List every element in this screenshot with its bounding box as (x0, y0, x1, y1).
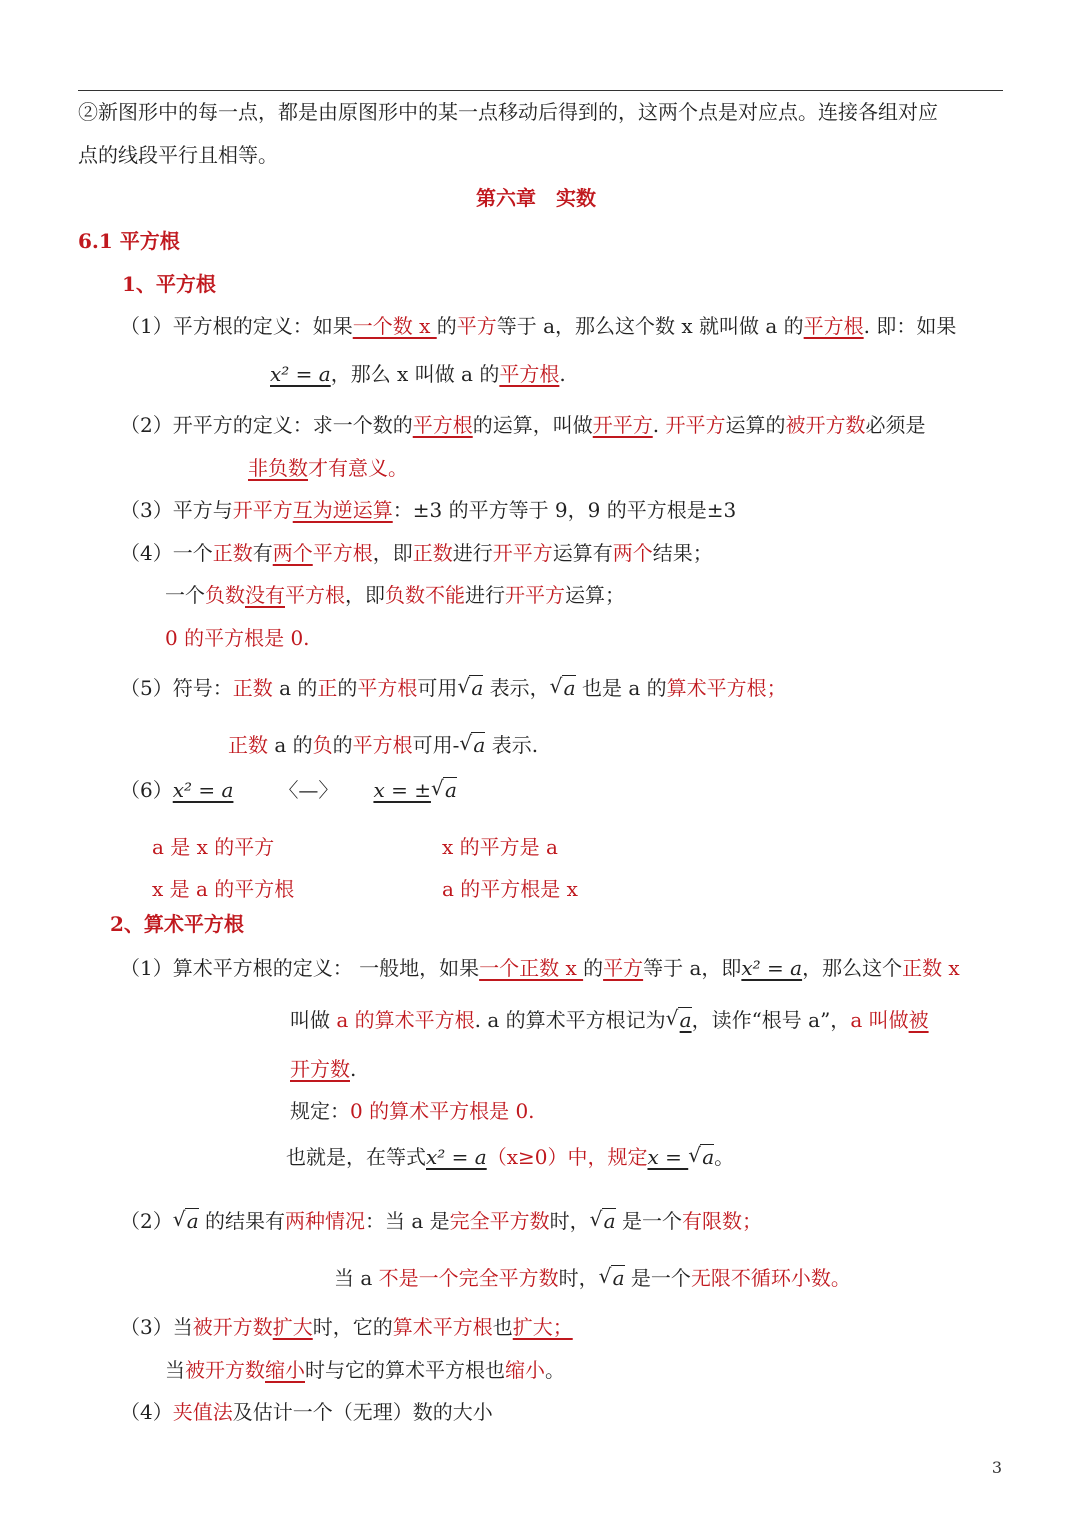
definition-line: 开方数. (290, 1057, 357, 1081)
sqrt-symbol: √ a (173, 1207, 199, 1235)
definition-line: 一个负数没有平方根，即负数不能进行开平方运算； (165, 583, 625, 607)
sqrt-symbol: √ a (688, 1143, 714, 1171)
sqrt-symbol: √ a (431, 776, 457, 804)
relation-text: a 的平方根是 x (442, 877, 578, 901)
sqrt-symbol: √ a (457, 674, 483, 702)
definition-line: （2）√ a 的结果有两种情况：当 a 是完全平方数时，√ a 是一个有限数； (120, 1207, 762, 1235)
definition-line: 也就是，在等式x² = a（x≥0）中，规定x = √ a。 (286, 1143, 734, 1171)
definition-line: （4）一个正数有两个平方根，即正数进行开平方运算有两个结果； (120, 541, 713, 565)
definition-line: （2）开平方的定义：求一个数的平方根的运算，叫做开平方. 开平方运算的被开方数必须是 (120, 413, 926, 437)
sqrt-symbol: √ a (459, 731, 485, 759)
sqrt-symbol: √ a (550, 674, 576, 702)
definition-line: （1）算术平方根的定义： 一般地，如果一个正数 x 的平方等于 a，即x² = a，那么这个正数 x (120, 956, 960, 980)
chapter-title: 第六章 实数 (476, 186, 596, 210)
definition-line: 当被开方数缩小时与它的算术平方根也缩小。 (165, 1358, 565, 1382)
section-heading: 6.1 平方根 (78, 229, 180, 253)
subsection-heading: 1、平方根 (122, 272, 216, 296)
sqrt-symbol: √ a (666, 1006, 692, 1034)
relation-text: a 是 x 的平方 (152, 835, 275, 859)
definition-line: （4）夹值法及估计一个（无理）数的大小 (120, 1400, 493, 1424)
page-number: 3 (991, 1458, 1002, 1477)
definition-line: 当 a 不是一个完全平方数时，√ a 是一个无限不循环小数。 (334, 1264, 851, 1292)
definition-line: （1）平方根的定义：如果一个数 x 的平方等于 a，那么这个数 x 就叫做 a 的平方根. 即：如果 (120, 314, 957, 338)
definition-line: （5）符号：正数 a 的正的平方根可用√ a 表示，√ a 也是 a 的算术平方根； (120, 674, 787, 702)
definition-line: （6）x² = a 〈—〉 x = ±√ a (120, 776, 457, 804)
header-rule (78, 90, 1003, 91)
definition-line: 规定：0 的算术平方根是 0. (290, 1099, 535, 1123)
definition-line: （3）平方与开平方互为逆运算：±3 的平方等于 9，9 的平方根是±3 (120, 498, 737, 522)
definition-line: 非负数才有意义。 (248, 456, 408, 480)
relation-text: x 是 a 的平方根 (152, 877, 295, 901)
text-line: ②新图形中的每一点，都是由原图形中的某一点移动后得到的，这两个点是对应点。连接各组对应 (78, 100, 938, 124)
definition-line: 正数 a 的负的平方根可用-√ a 表示. (228, 731, 538, 759)
sqrt-symbol: √ a (599, 1264, 625, 1292)
definition-line: 0 的平方根是 0. (165, 626, 310, 650)
definition-line: x² = a，那么 x 叫做 a 的平方根. (270, 362, 566, 386)
subsection-heading: 2、算术平方根 (110, 912, 244, 936)
definition-line: 叫做 a 的算术平方根. a 的算术平方根记为√ a，读作“根号 a”，a 叫做被 (290, 1006, 929, 1034)
sqrt-symbol: √ a (590, 1207, 616, 1235)
definition-line: （3）当被开方数扩大时，它的算术平方根也扩大； (120, 1315, 573, 1339)
relation-text: x 的平方是 a (442, 835, 558, 859)
text-line: 点的线段平行且相等。 (78, 143, 278, 167)
